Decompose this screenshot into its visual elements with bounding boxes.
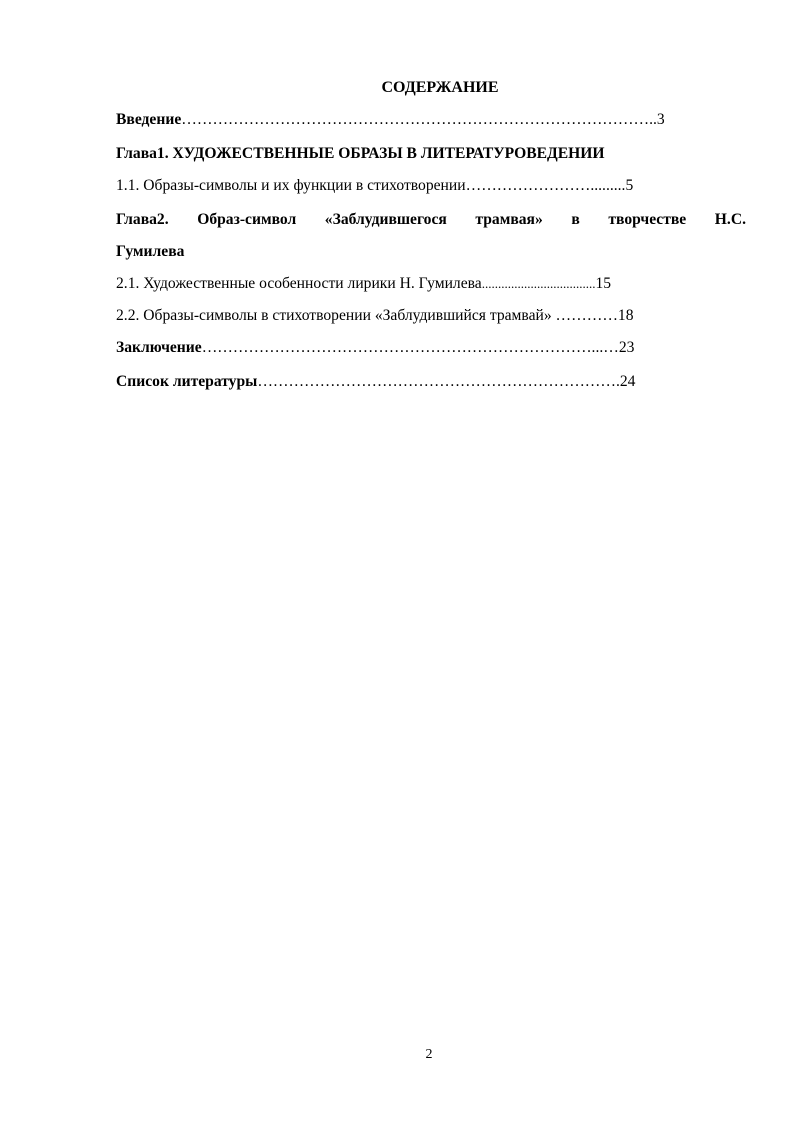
toc-entry-leader: ………… <box>555 307 618 324</box>
toc-entry-title: Список литературы <box>116 373 258 390</box>
toc-entry-section-2-2[interactable] <box>116 306 746 326</box>
toc-word: в <box>571 211 580 228</box>
toc-entry-chapter-2[interactable] <box>116 210 746 230</box>
toc-entry-page: 18 <box>617 307 634 324</box>
toc-entry-section-1-1[interactable] <box>116 176 746 196</box>
toc-entry-chapter-2-continuation[interactable] <box>116 242 746 262</box>
toc-entry-page: 5 <box>625 177 634 194</box>
toc-word: трамвая» <box>475 211 543 228</box>
toc-entry-title: Заключение <box>116 339 202 356</box>
toc-entry-page: 15 <box>595 275 612 292</box>
toc-entry-title: Гумилева <box>116 243 185 260</box>
toc-entry-chapter-1[interactable] <box>116 144 746 164</box>
toc-word: творчестве <box>608 211 687 228</box>
toc-entry-leader: …………………………………………………………………...… <box>201 339 619 356</box>
toc-entry-page: 24 <box>619 373 636 390</box>
toc-entry-leader: ……………………......... <box>465 177 626 194</box>
toc-entry-leader: ……………………………………………………………………………….. <box>181 111 657 128</box>
toc-entry-title: 1.1. Образы-символы и их функции в стихотворении <box>116 177 466 194</box>
toc-entry-section-2-1[interactable] <box>116 274 746 294</box>
toc-word: «Заблудившегося <box>324 211 447 228</box>
toc-word: Образ-символ <box>197 211 297 228</box>
toc-entry-bibliography[interactable] <box>116 372 746 392</box>
page-number: 2 <box>425 1047 433 1062</box>
toc-word: Н.С. <box>714 211 746 228</box>
toc-entry-title: 2.1. Художественные особенности лирики Н. Гумилева <box>116 275 482 292</box>
toc-entry-page: 23 <box>618 339 635 356</box>
toc-entry-title: 2.2. Образы-символы в стихотворении «Заблудившийся трамвай» <box>116 307 556 324</box>
toc-entry-conclusion[interactable] <box>116 338 746 358</box>
toc-entry-leader: ................................... <box>481 276 596 291</box>
toc-entry-leader: ……………………………………………………………. <box>257 373 620 390</box>
toc-entry-page: 3 <box>656 111 665 128</box>
toc-entry-title: Глава1. ХУДОЖЕСТВЕННЫЕ ОБРАЗЫ В ЛИТЕРАТУРОВЕДЕНИИ <box>116 145 605 162</box>
toc-entry-title: Введение <box>116 111 182 128</box>
toc-entry-introduction[interactable] <box>116 110 746 130</box>
toc-word: Глава2. <box>116 211 169 228</box>
toc-heading: СОДЕРЖАНИЕ <box>381 79 499 96</box>
